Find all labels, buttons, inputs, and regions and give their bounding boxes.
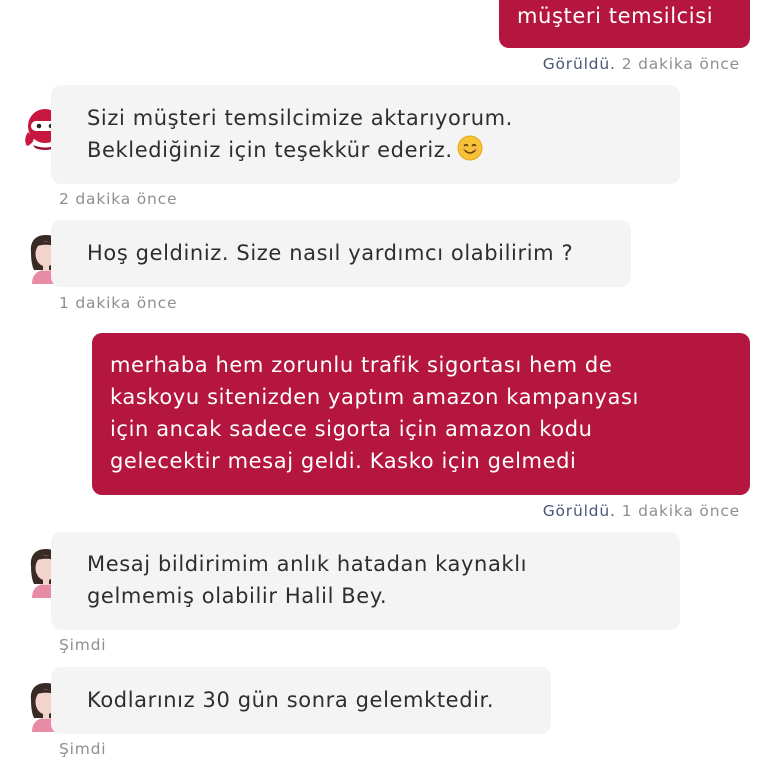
message-line (87, 134, 660, 166)
message-meta (59, 636, 106, 654)
message-line: Sizi müşteri temsilcimize aktarıyorum. (87, 106, 513, 130)
timestamp: Şimdi (59, 636, 107, 654)
timestamp: 2 dakika önce (59, 190, 178, 208)
message-line: Kodlarınız 30 gün sonra gelemktedir. (87, 688, 495, 712)
message-meta (543, 55, 740, 73)
message-line: gelecektir mesaj geldi. Kasko için gelmedi (110, 449, 577, 473)
user-message-bubble (499, 0, 750, 48)
message-line: merhaba hem zorunlu trafik sigortası hem de (110, 353, 613, 377)
message-line-text: Beklediğiniz için teşekkür ederiz. (87, 138, 453, 162)
timestamp: 2 dakika önce (621, 55, 740, 73)
message-line: için ancak sadece sigorta için amazon kodu (110, 417, 593, 441)
user-message-bubble (92, 333, 750, 495)
seen-status: Görüldü. (542, 55, 616, 73)
timestamp: 1 dakika önce (59, 294, 178, 312)
message-meta (59, 190, 177, 208)
message-meta (59, 294, 177, 312)
seen-status: Görüldü. (542, 502, 616, 520)
message-meta (543, 502, 740, 520)
timestamp: Şimdi (59, 740, 107, 758)
message-line: Mesaj bildirimim anlık hatadan kaynaklı (87, 552, 528, 576)
agent-message-bubble (51, 220, 631, 287)
message-meta (59, 740, 106, 758)
agent-message-bubble (51, 532, 680, 630)
message-line: kaskoyu sitenizden yaptım amazon kampanyası (110, 385, 639, 409)
smiling-face-emoji-icon (457, 135, 483, 161)
agent-message-bubble (51, 667, 551, 734)
message-line: Hoş geldiniz. Size nasıl yardımcı olabilirim ? (87, 241, 574, 265)
message-line: müşteri temsilcisi (517, 4, 714, 28)
message-line: gelmemiş olabilir Halil Bey. (87, 584, 388, 608)
timestamp: 1 dakika önce (621, 502, 740, 520)
bot-message-bubble (51, 85, 680, 184)
